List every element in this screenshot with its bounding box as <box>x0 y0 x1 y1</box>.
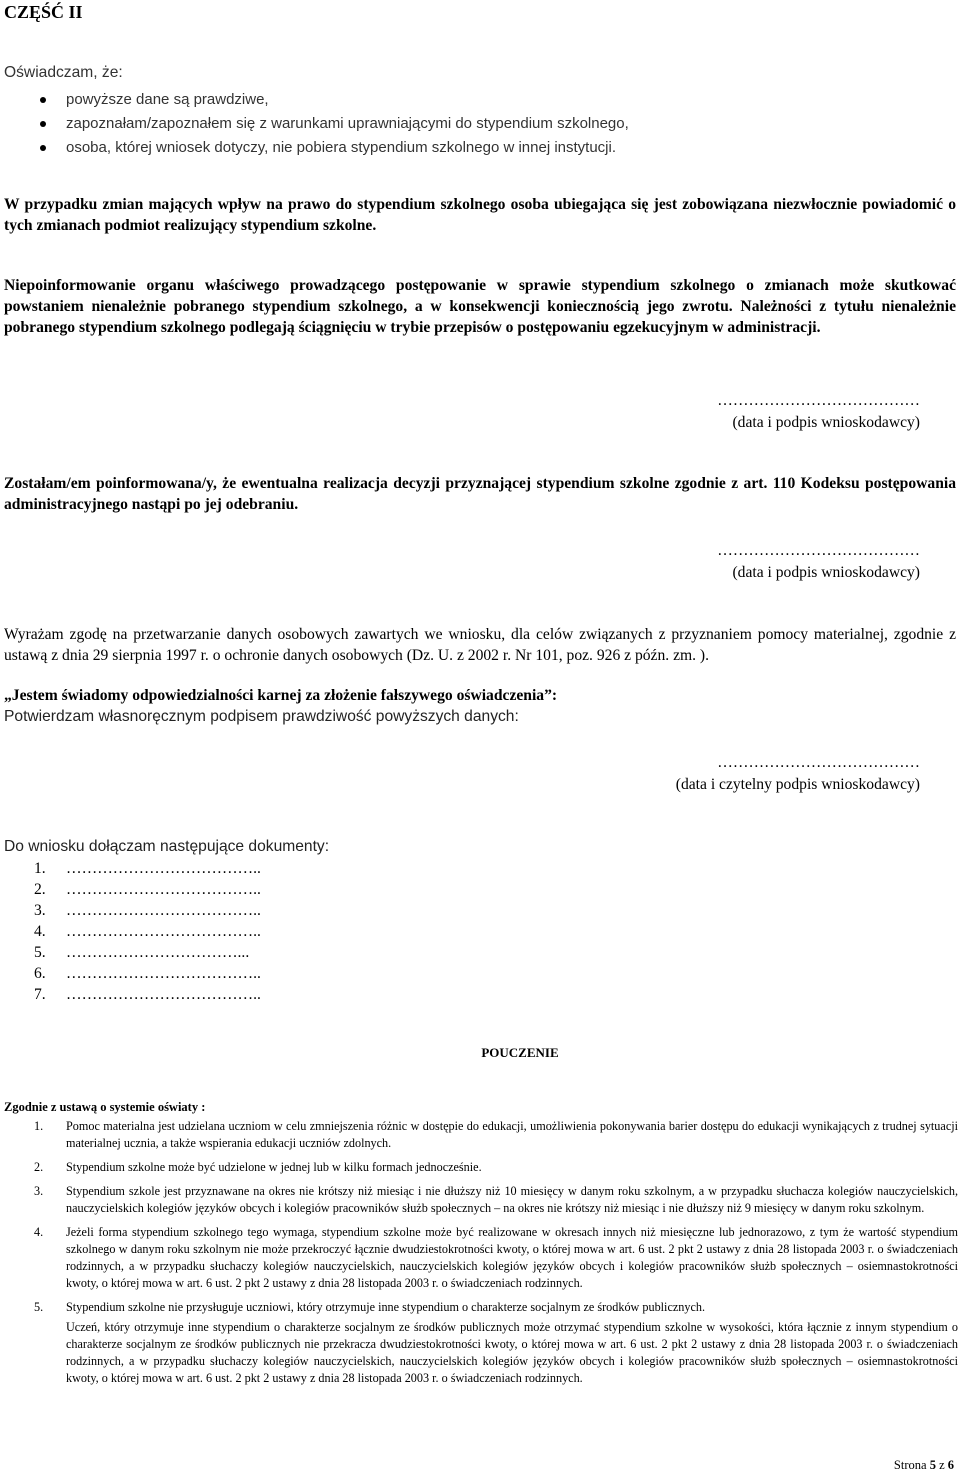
bullet-icon <box>40 97 46 103</box>
instruction-item: 5. Stypendium szkolne nie przysługuje uczniowi, który otrzymuje inne stypendium o charakterze socjalnym ze środków publicznych. <box>34 1300 705 1314</box>
liability-text: Potwierdzam własnoręcznym podpisem prawdziwość powyższych danych: <box>4 708 519 725</box>
declaration-item: powyższe dane są prawdziwe, <box>40 89 920 113</box>
document-field[interactable]: ……………………………….. <box>66 860 261 877</box>
document-item: 5. ……………………………... <box>34 944 250 961</box>
declaration-intro: Oświadczam, że: <box>4 64 123 81</box>
document-field[interactable]: ……………………………….. <box>66 986 261 1003</box>
instruction-list <box>34 1118 958 1394</box>
document-field[interactable]: ……………………………….. <box>66 881 261 898</box>
declaration-item: zapoznałam/zapoznałem się z warunkami uprawniającymi do stypendium szkolnego, <box>40 113 920 137</box>
document-item: 6. ……………………………….. <box>34 965 261 982</box>
signature-block-3 <box>676 752 920 796</box>
declaration-list <box>40 89 920 161</box>
document-item: 1. ……………………………….. <box>34 860 261 877</box>
instruction-item: 3. Stypendium szkole jest przyznawane na okres nie krótszy niż miesiąc i nie dłuższy niż 10 miesięcy w danym roku szkolnym, a w przypadku słuchacza kolegiów nauczycielskich, nauczycielskich kolegiów języków obcych i kolegiów pracowników służb społecznych – na okres nie krótszy niż miesiąc i nie dłuższy niż 9 miesięcy w danym roku szkolnym. <box>34 1184 958 1215</box>
informed-paragraph: Zostałam/em poinformowana/y, że ewentualna realizacja decyzji przyznającej stypendium szkolne zgodnie z art. 110 Kodeksu postępowania administracyjnego nastąpi po jej odebraniu. <box>4 475 956 513</box>
instruction-extra: Uczeń, który otrzymuje inne stypendium o charakterze socjalnym ze środków publicznych może otrzymać stypendium szkolne w wysokości, która łącznie z innym stypendium o charakterze socjalnym ze środków publicznych nie przekracza dwudziestokrotności kwoty, o której mowa w art. 6 ust. 2 pkt 2 ustawy z dnia 28 listopada 2003 r. o świadczeniach rodzinnych, a w przypadku słuchaczy kolegiów nauczycielskich, nauczycielskich kolegiów języków obcych i kolegiów pracowników służb społecznych – osiemnastokrotności kwoty, o której mowa w art. 6 ust. 2 pkt 2 ustawy z dnia 28 listopada 2003 r. o świadczeniach rodzinnych. <box>66 1320 958 1385</box>
consent-paragraph: Wyrażam zgodę na przetwarzanie danych osobowych zawartych we wniosku, dla celów związanych z przyznaniem pomocy materialnej, zgodnie z ustawą z dnia 29 sierpnia 1997 r. o ochronie danych osobowych (Dz. U. z 2002 r. Nr 101, poz. 926 z późn. zm. ). <box>4 626 956 664</box>
signature-dots: ………………………………… <box>717 542 920 559</box>
instruction-heading: POUCZENIE <box>481 1045 559 1060</box>
document-field[interactable]: ……………………………….. <box>66 923 261 940</box>
document-item: 2. ……………………………….. <box>34 881 261 898</box>
signature-dots: ………………………………… <box>717 392 920 409</box>
bullet-icon <box>40 145 46 151</box>
bullet-icon <box>40 121 46 127</box>
instruction-item: 2. Stypendium szkolne może być udzielone w jednej lub w kilku formach jednocześnie. <box>34 1160 482 1174</box>
declaration-item: osoba, której wniosek dotyczy, nie pobiera stypendium szkolnego w innej instytucji. <box>40 137 920 161</box>
signature-label: (data i podpis wnioskodawcy) <box>732 564 920 581</box>
part-title: CZĘŚĆ II <box>4 2 83 22</box>
document-item: 4. ……………………………….. <box>34 923 261 940</box>
document-field[interactable]: ……………………………... <box>66 944 250 961</box>
signature-label: (data i czytelny podpis wnioskodawcy) <box>675 776 920 793</box>
signature-block-1 <box>717 390 920 434</box>
document-field[interactable]: ……………………………….. <box>66 965 261 982</box>
documents-intro: Do wniosku dołączam następujące dokumenty: <box>4 838 330 855</box>
instruction-item: 1. Pomoc materialna jest udzielana uczniom w celu zmniejszenia różnic w dostępie do edukacji, umożliwienia pokonywania barier dostępu do edukacji wynikających z trudnej sytuacji materialnej ucznia, a także wspierania edukacji uczniów zdolnych. <box>34 1119 958 1150</box>
document-field[interactable]: ……………………………….. <box>66 902 261 919</box>
signature-label: (data i podpis wnioskodawcy) <box>732 414 920 431</box>
instruction-subheading: Zgodnie z ustawą o systemie oświaty : <box>4 1100 206 1114</box>
instruction-item: 4. Jeżeli forma stypendium szkolnego tego wymaga, stypendium szkolne może być realizowane w okresach innych niż miesięczne lub jednorazowo, z tym że wartość stypendium szkolnego w danym roku szkolnym nie może przekroczyć łącznie dwudziestokrotności kwoty, o której mowa w art. 6 ust. 2 pkt 2 ustawy z dnia 28 listopada 2003 r. o świadczeniach rodzinnych, a w przypadku słuchaczy kolegiów nauczycielskich, nauczycielskich kolegiów języków obcych i kolegiów pracowników służb społecznych – osiemnastokrotności kwoty, o której mowa w art. 6 ust. 2 pkt 2 ustawy z dnia 28 listopada 2003 r. o świadczeniach rodzinnych. <box>34 1225 958 1290</box>
liability-heading: „Jestem świadomy odpowiedzialności karnej za złożenie fałszywego oświadczenia”: <box>4 687 558 704</box>
changes-paragraph: W przypadku zmian mających wpływ na prawo do stypendium szkolnego osoba ubiegająca się jest zobowiązana niezwłocznie powiadomić o tych zmianach podmiot realizujący stypendium szkolne. <box>4 196 956 234</box>
signature-dots: ………………………………… <box>717 754 920 771</box>
consequences-paragraph: Niepoinformowanie organu właściwego prowadzącego postępowanie w sprawie stypendium szkolnego o zmianach może skutkować powstaniem nienależnie pobranego stypendium szkolnego, a w konsekwencji koniecznością jego zwrotu. Należności z tytułu nienależnie pobranego stypendium szkolnego podlegają ściągnięciu w trybie przepisów o postępowaniu egzekucyjnym w administracji. <box>4 277 956 336</box>
document-item: 3. ……………………………….. <box>34 902 261 919</box>
documents-list <box>34 858 261 1005</box>
page-number: Strona 5 z 6 <box>893 1458 954 1472</box>
document-item: 7. ……………………………….. <box>34 986 261 1003</box>
signature-block-2 <box>717 540 920 584</box>
